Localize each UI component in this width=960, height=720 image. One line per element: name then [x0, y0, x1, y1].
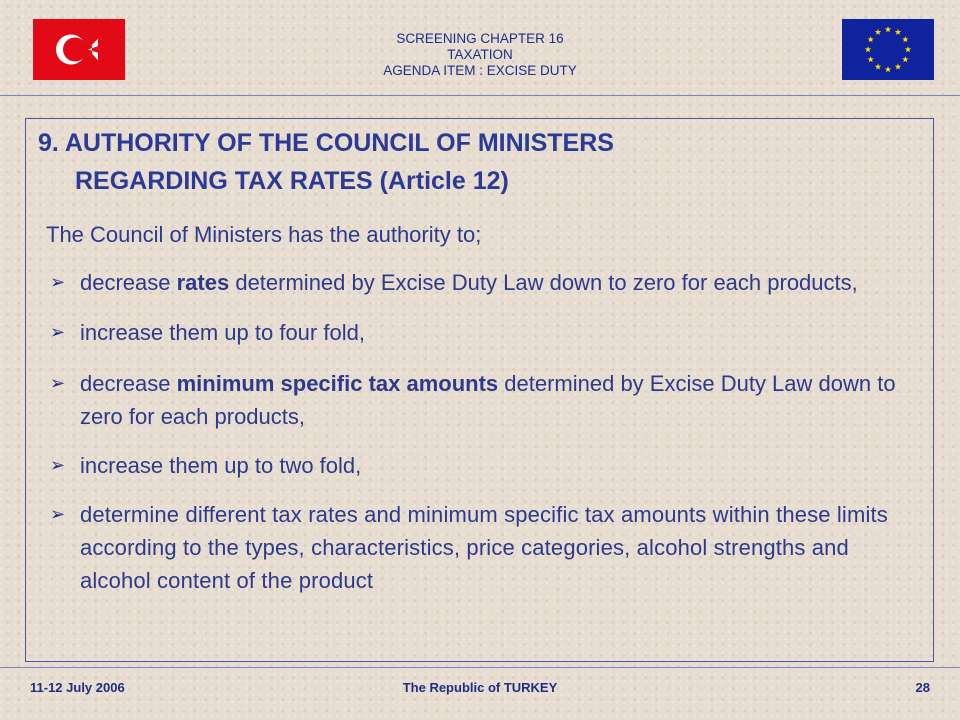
eu-star-icon: [865, 46, 871, 52]
eu-star-icon: [875, 63, 881, 69]
eu-star-icon: [902, 36, 908, 42]
footer-country: The Republic of TURKEY: [402, 680, 558, 695]
header-title: [300, 31, 660, 79]
bullet-item: ➢ increase them up to two fold,: [46, 449, 916, 482]
eu-flag-icon: [842, 19, 934, 80]
eu-star-icon: [875, 29, 881, 35]
eu-star-icon: [902, 56, 908, 62]
turkey-flag-icon: [33, 19, 125, 80]
arrow-bullet-icon: ➢: [50, 322, 66, 342]
header-line-taxation: TAXATION: [447, 47, 513, 62]
page-number: 28: [915, 680, 930, 695]
footer-divider: [0, 667, 960, 668]
eu-star-icon: [885, 66, 891, 72]
bullet-item: ➢ decrease minimum specific tax amounts determined by Excise Duty Law down to zero for each products,: [46, 367, 916, 433]
eu-star-icon: [885, 26, 891, 32]
header-line-agenda: AGENDA ITEM : EXCISE DUTY: [383, 63, 577, 78]
arrow-bullet-icon: ➢: [50, 373, 66, 393]
bullet-item: ➢ decrease rates determined by Excise Duty Law down to zero for each products,: [46, 266, 916, 299]
eu-star-icon: [867, 36, 873, 42]
eu-star-icon: [867, 56, 873, 62]
arrow-bullet-icon: ➢: [50, 504, 66, 524]
arrow-bullet-icon: ➢: [50, 455, 66, 475]
bullet-list: [46, 266, 916, 597]
bullet-item: ➢ determine different tax rates and minimum specific tax amounts within these limits according to the types, characteristics, price categories, alcohol strengths and alcohol content of the product: [46, 498, 916, 597]
header-line-chapter: SCREENING CHAPTER 16: [396, 31, 564, 46]
eu-star-icon: [895, 29, 901, 35]
intro-text: The Council of Ministers has the authority to;: [46, 222, 482, 247]
slide-title-line1: 9. AUTHORITY OF THE COUNCIL OF MINISTERS: [38, 129, 614, 157]
header-divider: [0, 95, 960, 96]
bullet-item: ➢ increase them up to four fold,: [46, 316, 916, 349]
eu-star-icon: [895, 63, 901, 69]
slide-title-line2: REGARDING TAX RATES (Article 12): [75, 167, 509, 195]
arrow-bullet-icon: ➢: [50, 272, 66, 292]
footer-date: 11-12 July 2006: [30, 680, 125, 695]
slide-title: [38, 124, 918, 200]
eu-star-icon: [905, 46, 911, 52]
